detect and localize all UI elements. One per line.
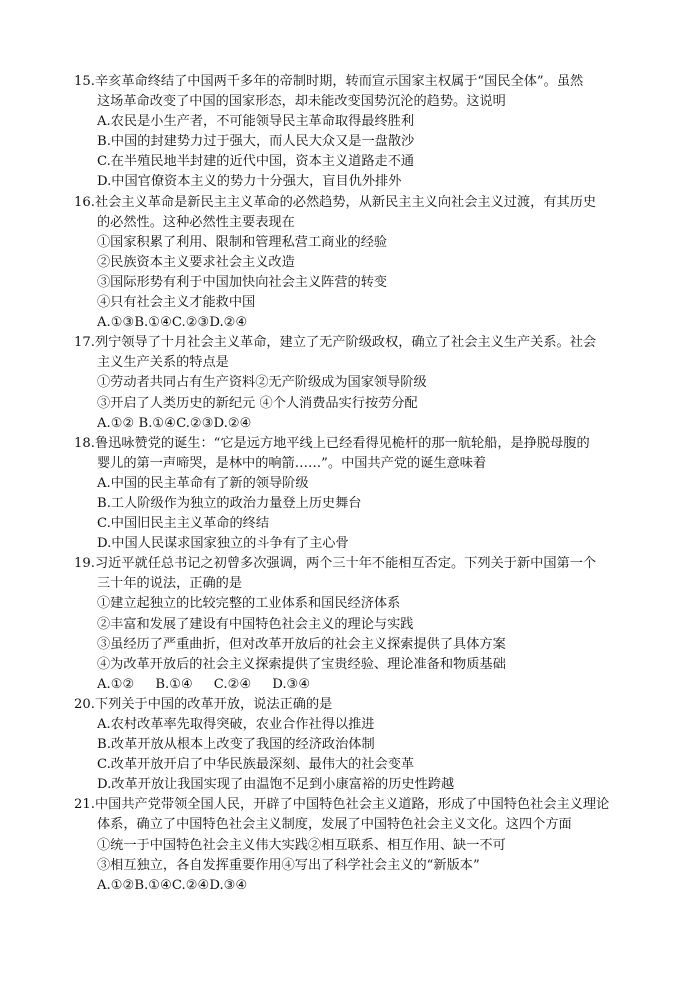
question-stem: 18.鲁迅咏赞党的诞生：“它是远方地平线上已经看得见桅杆的那一航轮船，是挣脱母腹的 [74, 435, 590, 451]
statement-3: ③虽经历了严重曲折，但对改革开放后的社会主义探索提供了具体方案 [97, 636, 506, 652]
statement-4: ④只有社会主义才能救中国 [97, 295, 256, 311]
answer-options: A.①②B.①④C.②④D.③④ [97, 877, 248, 893]
statements-1-2: ①劳动者共同占有生产资料②无产阶级成为国家领导阶级 [97, 375, 427, 391]
statement-2: ②丰富和发展了建设有中国特色社会主义的理论与实践 [97, 616, 414, 632]
question-stem: 19.习近平就任总书记之初曾多次强调，两个三十年不能相互否定。下列关于新中国第一个 [74, 556, 597, 572]
question-stem: 婴儿的第一声啼哭，是林中的响箭……”。中国共产党的诞生意味着 [97, 455, 487, 471]
answer-options: A.①② B.①④ C.②④ D.③④ [97, 676, 311, 692]
option-d: D.中国人民谋求国家独立的斗争有了主心骨 [97, 536, 349, 552]
question-20 [74, 695, 634, 795]
option-c: C.中国旧民主主义革命的终结 [97, 516, 270, 532]
statements-3-4: ③开启了人类历史的新纪元 ④个人消费品实行按劳分配 [97, 395, 418, 411]
option-b: B.工人阶级作为独立的政治力量登上历史舞台 [97, 495, 362, 511]
option-a: A.农民是小生产者，不可能领导民主革命取得最终胜利 [97, 114, 415, 130]
question-stem: 15.辛亥革命终结了中国两千多年的帝制时期，转而宣示国家主权属于“国民全体”。虽然 [74, 74, 584, 89]
statement-2: ②民族资本主义要求社会主义改造 [97, 254, 295, 270]
exam-page [74, 72, 634, 896]
statement-1: ①建立起独立的比较完整的工业体系和国民经济体系 [97, 596, 401, 612]
option-a: A.中国的民主革命有了新的领导阶级 [97, 475, 309, 491]
question-17 [74, 333, 634, 433]
question-stem: 主义生产关系的特点是 [97, 355, 229, 371]
question-18 [74, 434, 634, 555]
option-d: D.中国官僚资本主义的势力十分强大，盲目仇外排外 [97, 174, 402, 190]
statement-3: ③国际形势有利于中国加快向社会主义阵营的转变 [97, 274, 388, 290]
question-19 [74, 554, 634, 695]
answer-options: A.①② B.①④C.②③D.②④ [97, 415, 252, 431]
question-stem: 16.社会主义革命是新民主主义革命的必然趋势，从新民主主义向社会主义过渡，有其历史 [74, 194, 597, 210]
option-b: B.中国的封建势力过于强大，而人民大众又是一盘散沙 [97, 134, 415, 150]
statement-4: ④为改革开放后的社会主义探索提供了宝贵经验、理论准备和物质基础 [97, 656, 506, 672]
question-stem: 这场革命改变了中国的国家形态，却未能改变国势沉沦的趋势。这说明 [97, 94, 506, 110]
question-stem: 体系，确立了中国特色社会主义制度，发展了中国特色社会主义文化。这四个方面 [97, 817, 572, 833]
option-b: B.改革开放从根本上改变了我国的经济政治体制 [97, 737, 375, 753]
option-d: D.改革开放让我国实现了由温饱不足到小康富裕的历史性跨越 [97, 777, 455, 793]
option-a: A.农村改革率先取得突破，农业合作社得以推进 [97, 717, 375, 732]
question-16 [74, 193, 634, 334]
question-stem: 21.中国共产党带领全国人民，开辟了中国特色社会主义道路，形成了中国特色社会主义理论 [74, 797, 610, 813]
question-stem: 的必然性。这种必然性主要表现在 [97, 214, 295, 230]
statement-1: ①国家积累了利用、限制和管理私营工商业的经验 [97, 234, 388, 250]
option-c: C.改革开放开启了中华民族最深刻、最伟大的社会变革 [97, 757, 415, 773]
question-15 [74, 72, 634, 193]
question-stem: 三十年的说法，正确的是 [97, 576, 243, 592]
question-stem: 17.列宁领导了十月社会主义革命，建立了无产阶级政权，确立了社会主义生产关系。社会 [74, 335, 597, 351]
question-stem: 20.下列关于中国的改革开放，说法正确的是 [74, 696, 333, 712]
option-c: C.在半殖民地半封建的近代中国，资本主义道路走不通 [97, 154, 415, 170]
statements-1-2: ①统一于中国特色社会主义伟大实践②相互联系、相互作用、缺一不可 [97, 837, 506, 853]
statements-3-4: ③相互独立，各自发挥重要作用④写出了科学社会主义的“新版本” [97, 857, 480, 873]
question-21 [74, 795, 634, 895]
answer-options: A.①③B.①④C.②③D.②④ [97, 315, 248, 331]
